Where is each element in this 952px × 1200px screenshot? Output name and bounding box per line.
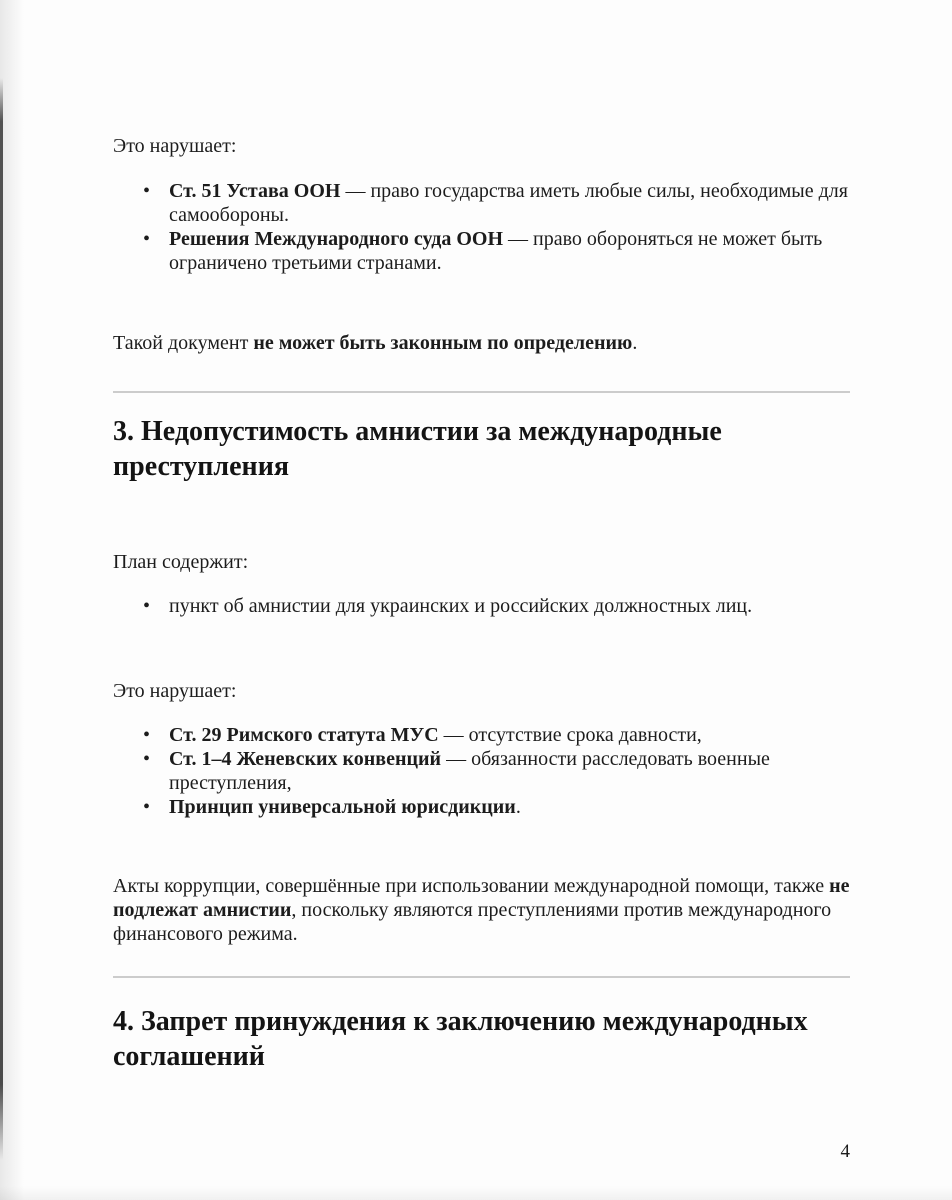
plan-item-text: пункт об амнистии для украинских и российских должностных лиц. (169, 595, 753, 617)
note-prefix: Акты коррупции, совершённые при использовании международной помощи, также (113, 875, 830, 897)
corruption-note-paragraph (113, 874, 850, 946)
violation-desc: . (515, 796, 521, 818)
plan-contains-label: План содержит: (113, 551, 249, 573)
page-left-edge-line (0, 78, 3, 1160)
list-item-rome-statute (113, 723, 850, 747)
page-left-shadow (0, 0, 24, 1200)
violations-list-1 (113, 179, 850, 275)
violation-term: Принцип универсальной юрисдикции (169, 796, 516, 818)
violation-desc: — отсутствие срока давности, (438, 724, 702, 746)
violates-label-1: Это нарушает: (113, 135, 237, 157)
list-item-geneva-conventions (113, 747, 850, 795)
note-bold: не подлежат амнистии (113, 875, 850, 921)
list-item-amnesty-clause (113, 594, 850, 618)
plan-items-list (113, 594, 850, 618)
violation-desc: — право обороняться не может быть ограничено третьими странами. (169, 228, 823, 274)
violation-desc: — право государства иметь любые силы, необходимые для самообороны. (169, 180, 848, 226)
violates-label-2: Это нарушает: (113, 680, 237, 702)
section-divider-2 (113, 976, 850, 978)
conclusion-suffix: . (632, 332, 638, 354)
conclusion-paragraph (113, 331, 850, 355)
section-4-heading: 4. Запрет принуждения к заключению международных соглашений (113, 1006, 808, 1072)
list-item-un-charter (113, 179, 850, 227)
note-suffix: , поскольку являются преступлениями против международного финансового режима. (113, 899, 832, 945)
violation-term: Ст. 29 Римского статута МУС (169, 724, 439, 746)
list-item-universal-jurisdiction (113, 795, 850, 819)
page-content (113, 0, 850, 1200)
violation-term: Решения Международного суда ООН (169, 228, 504, 250)
section-divider-1 (113, 391, 850, 393)
violation-desc: — обязанности расследовать военные преступления, (169, 748, 770, 794)
section-3-heading: 3. Недопустимость амнистии за международные преступления (113, 416, 722, 482)
conclusion-prefix: Такой документ (113, 332, 254, 354)
page-number: 4 (840, 1141, 850, 1162)
conclusion-bold: не может быть законным по определению (253, 332, 633, 354)
violations-list-2 (113, 723, 850, 819)
violation-term: Ст. 1–4 Женевских конвенций (169, 748, 442, 770)
violation-term: Ст. 51 Устава ООН (169, 180, 341, 202)
list-item-icj-rulings (113, 227, 850, 275)
